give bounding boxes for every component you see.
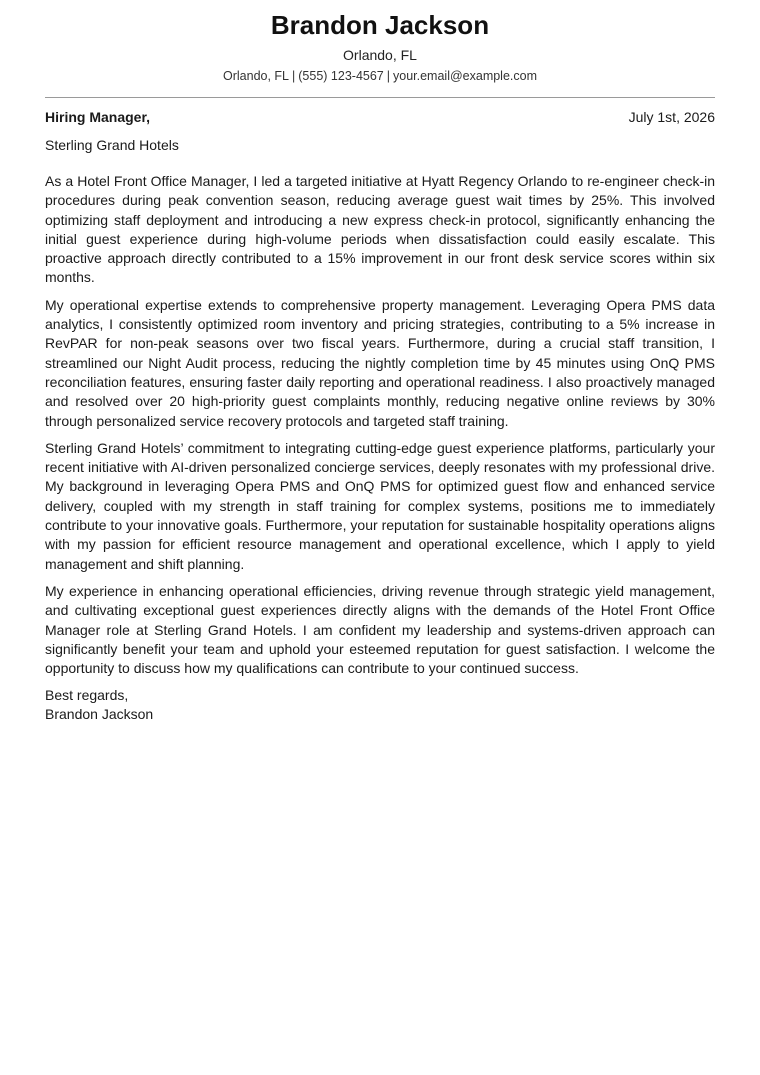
contact-separator: | (292, 69, 296, 83)
letter-closing (45, 686, 715, 724)
recipient-salutation: Hiring Manager, (45, 109, 151, 125)
closing-phrase: Best regards, (45, 687, 129, 704)
letter-date: July 1st, 2026 (628, 109, 715, 125)
recipient-date-row (45, 108, 715, 126)
letter-body (45, 172, 715, 678)
applicant-name: Brandon Jackson (270, 10, 490, 40)
recipient-company: Sterling Grand Hotels (45, 137, 179, 153)
body-paragraph: As a Hotel Front Office Manager, I led a targeted initiative at Hyatt Regency Orlando to re-engineer check-in procedures during peak convention season, reducing average guest wait times by 25%. This involved optimizing staff deployment and introducing a new express check-in protocol, significantly enhancing the initial guest experience during high-volume periods when dissatisfaction could easily escalate. This proactive approach directly contributed to a 15% improvement in our front desk service scores within six months. (45, 173, 715, 286)
applicant-location: Orlando, FL (343, 47, 417, 63)
body-paragraph: Sterling Grand Hotels’ commitment to integrating cutting-edge guest experience platforms, particularly your recent initiative with AI-driven personalized concierge services, deeply resonates with my professional drive. My background in leveraging Opera PMS and OnQ PMS for optimized guest flow and enhanced service delivery, coupled with my strength in staff training for complex systems, positions me to immediately contribute to your innovative goals. Furthermore, your reputation for sustainable hospitality operations aligns with my passion for efficient resource management and operational excellence, which I apply to yield management and shift planning. (45, 439, 715, 572)
header-divider (45, 97, 715, 98)
body-paragraph: My experience in enhancing operational efficiencies, driving revenue through strategic yield management, and cultivating exceptional guest experiences directly aligns with the demands of the Hotel Front Office Manager role at Sterling Grand Hotels. I am confident my leadership and systems-driven approach can significantly benefit your team and uphold your esteemed reputation for guest satisfaction. I welcome the opportunity to discuss how my qualifications can contribute to your continued success. (45, 582, 715, 677)
letter-header (45, 0, 715, 84)
contact-city: Orlando, FL (223, 69, 290, 83)
contact-phone: (555) 123-4567 (298, 69, 384, 83)
body-paragraph: My operational expertise extends to comprehensive property management. Leveraging Opera PMS data analytics, I consistently optimized room inventory and pricing strategies, contributing to a 5% increase in RevPAR for non-peak seasons over two fiscal years. Furthermore, during a crucial staff transition, I streamlined our Night Audit process, reducing the nightly completion time by 45 minutes using OnQ PMS reconciliation features, ensuring faster daily reporting and operational readiness. I also proactively managed and resolved over 20 high-priority guest complaints monthly, reducing negative online reviews by 30% through personalized service recovery protocols and targeted staff training. (45, 296, 715, 429)
signature-name: Brandon Jackson (45, 706, 154, 723)
contact-line (45, 68, 715, 84)
contact-email: your.email@example.com (393, 69, 537, 83)
contact-separator: | (386, 69, 390, 83)
